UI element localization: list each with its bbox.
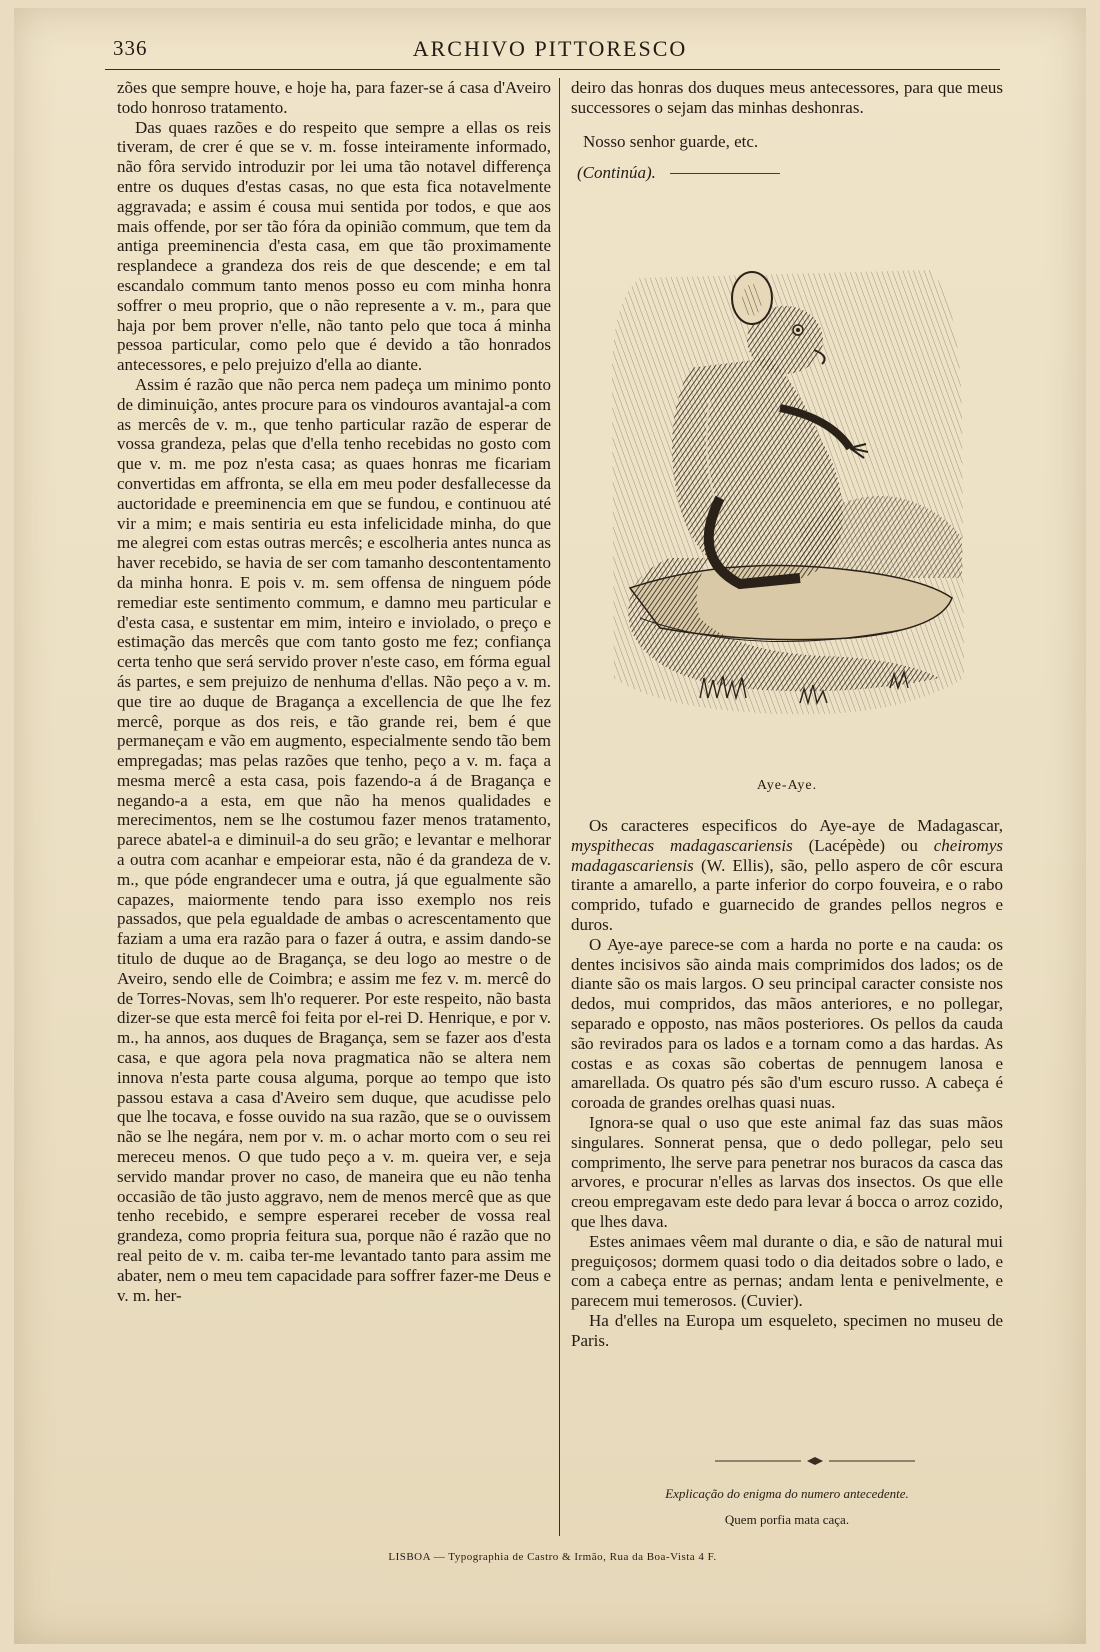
continua-line bbox=[577, 163, 1003, 183]
journal-title: ARCHIVO PITTORESCO bbox=[412, 36, 688, 61]
paragraph: Das quaes razões e do respeito que sempre a ellas os reis tiveram, de crer é que se v. m. fosse inteiramente informado, não fôra servido introduzir por lei uma tão notavel differença entre os duques d'estas casas, no que esta fica notavelmente aggravada; e assim é cousa mui sentida por todos, e que aos mais offende, por ser tão fóra da opinião commum, que tem da antiga preeminencia d'esta casa, em que tão proximamente resplandece a grandeza dos reis de que descende; e em tal escandalo commum tanto menos posso eu com minha honra soffrer o meu proprio, que o não represente a v. m., para que haja por bem prover n'elle, não tanto pelo que toca á minha pessoa particular, como pelo que é devido a tão honrados antecessores, e pelo prejuizo d'ella ao diante. bbox=[117, 117, 551, 375]
header-rule bbox=[105, 69, 1000, 70]
scientific-name: myspithecas madagascariensis bbox=[571, 835, 793, 855]
letter-continuation: deiro das honras dos duques meus antecessores, para que meus successores o sejam das minhas deshonras. bbox=[571, 78, 1003, 117]
aye-aye-illustration bbox=[600, 258, 972, 734]
article-paragraph: O Aye-aye parece-se com a harda no porte e na cauda: os dentes incisivos são ainda mais comprimidos dos lados; os de diante são os mais largos. O seu principal caracter consiste nos dedos, mui compridos, das mãos anteriores, e no pollegar, separado e opposto, nas mãos posteriores. Os pellos da cauda são revirados para os lados e a tornam como a das hardas. As costas e as coxas são cobertas de pennugem lanosa e amarellada. Os quatro pés são d'um escuro russo. A cabeça é coroada de grandes orelhas quasi nuas. bbox=[571, 934, 1003, 1113]
paragraph: zões que sempre houve, e hoje ha, para fazer-se á casa d'Aveiro todo honroso tratamento. bbox=[117, 78, 551, 117]
article-paragraph: Ha d'elles na Europa um esqueleto, specimen no museu de Paris. bbox=[571, 1310, 1003, 1350]
paragraph: Assim é razão que não perca nem padeça um minimo ponto de diminuição, antes procure para os vindouros avantajal-a com as mercês de v. m., que tenho particular razão de esperar de vossa grandeza, pelas que d'ella tenho recebidas no gosto com que v. m. me poz n'esta casa; as quaes honras me ficariam convertidas em affronta, se ella em meu poder desfallecesse da auctoridade e preeminencia em que se fundou, e continuou até vir a mim; e mais sentiria eu esta infelicidade minha, do que me alegrei com estas outras mercês; e escolheria antes nunca as haver recebido, se havia de ser com tamanho descontentamento da minha honra. E pois v. m. sem offensa de ninguem póde remediar este sentimento commum, e damno meu particular e d'esta casa, e sustentar em mim, inteiro e inviolado, o preço e estimação das mercês que com tanto gosto me fez; confiança certa tenho que será servido prover n'este caso, em fórma egual ás partes, e sem prejuizo de nenhuma d'ellas. Não peço a v. m. que tire ao duque de Bragança a excellencia de que lhe fez mercê, porque as dos reis, e tão grande rei, bem é que permaneçam e vão em augmento, especialmente sendo tão bem empregadas; mas pelas razões que tenho, peço a v. m. faça a mesma mercê a esta casa, pois fazendo-a á de Bragança e negando-a a esta, em que não ha menos qualidades e merecimentos, nem se lhe costumou fazer menos tratamento, parece abatel-a e diminuil-a do seu grão; e levantar e melhorar a outra com acanhar e empeiorar esta, não é da grandeza de v. m., que póde engrandecer uma e outra, já que egualmente são capazes, maiormente tendo para isso exemplo nos reis passados, que pela egualdade de ambas o acrescentamento que faziam a uma era razão para o fazer á outra, e assim dando-se titulo de duque ao de Bragança, se deu logo ao mestre o de Aveiro, sendo elle de Coimbra; e assim me fez v. m. mercê do de Torres-Novas, sem lh'o requerer. Por este respeito, não basta dizer-se que esta mercê foi feita por el-rei D. Henrique, e por v. m., ha annos, aos duques de Bragança, sem se fazer aos d'esta casa, e que agora pela nova pragmatica não se altera nem innova n'esta parte cousa alguma, porque ao tempo que isto passou estava a casa d'Aveiro sem duque, que acudisse pelo que lhe tocava, e fosse ouvido na sua razão, que se o ouvissem não se lhe negára, nem por v. m. o achar morto com o seu rei mereceu menos. O que tudo peço a v. m. queira ver, e seja servido mandar prover no caso, de maneira que eu não tenha occasião de tão justo aggravo, nem de menos mercê que as que tenho recebido, e sempre esperarei receber de vossa real grandeza, como propria feitura sua, porque não é razão que no real peito de v. m. caiba ter-me levantado tanto para assim me abater, nem o meu tem capacidade para soffrer fazer-me Deus e v. m. her- bbox=[117, 374, 551, 1305]
continua-label: (Continúa). bbox=[577, 163, 656, 183]
enigma-title: Explicação do enigma do numero antecedente. bbox=[665, 1486, 909, 1501]
enigma-answer: Quem porfia mata caça. bbox=[724, 1512, 850, 1527]
ornament-divider bbox=[715, 1455, 915, 1467]
text-segment: (Lacépède) ou bbox=[792, 835, 934, 855]
article-paragraph: Estes animaes vêem mal durante o dia, e são de natural mui preguiçosos; dormem quasi todo o dia deitados sobre o lado, e com a cabeça entre as pernas; andam lenta e penivelmente, e parecem mui temerosos. (Cuvier). bbox=[571, 1231, 1003, 1311]
text-segment: Os caracteres especificos do Aye-aye de Madagascar, bbox=[589, 816, 1003, 835]
letter-salutation: Nosso senhor guarde, etc. bbox=[583, 131, 759, 151]
column-divider bbox=[559, 78, 560, 1536]
continua-rule bbox=[670, 173, 780, 174]
right-column-top bbox=[571, 78, 1003, 183]
right-column-article bbox=[571, 816, 1003, 1351]
printer-imprint: LISBOA — Typographia de Castro & Irmão, Rua da Boa-Vista 4 F. bbox=[388, 1551, 717, 1563]
left-column bbox=[117, 78, 551, 1305]
article-paragraph: Ignora-se qual o uso que este animal faz das suas mãos singulares. Sonnerat pensa, que o dedo pollegar, pelo seu comprimento, lhe serve para penetrar nos buracos da casca das arvores, e procurar n'elles as larvas dos insectos. Os que elle creou empregavam este dedo para levar á bocca o arroz cozido, que lhes dava. bbox=[571, 1112, 1003, 1231]
scientific-name: cheiromys madagascariensis bbox=[571, 835, 1003, 875]
article-paragraph bbox=[571, 816, 1003, 935]
figure-caption: Aye-Aye. bbox=[756, 778, 818, 793]
page-number: 336 bbox=[113, 36, 148, 60]
page-header bbox=[103, 36, 997, 66]
text-segment: (W. Ellis), são, pello aspero de côr escura tirante a amarello, a parte inferior do corpo fouveira, e o rabo comprido, tufado e guarnecido de grandes pellos negros e duros. bbox=[571, 855, 1003, 934]
